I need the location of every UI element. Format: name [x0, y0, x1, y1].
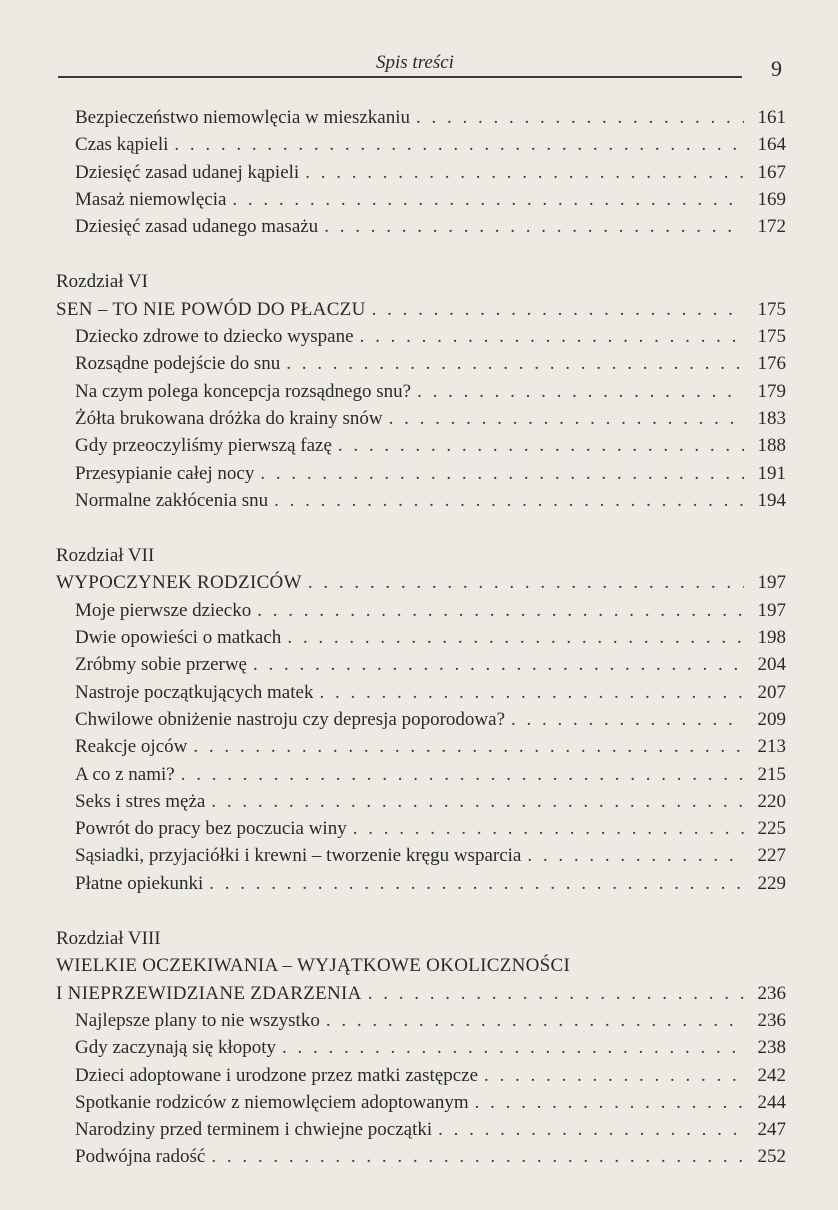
entry-title: Dziesięć zasad udanej kąpieli [75, 161, 300, 183]
dot-leader [282, 1034, 744, 1061]
entry-page-number: 229 [757, 872, 786, 894]
entry-page-number: 207 [757, 681, 786, 703]
entry-title: Nastroje początkujących matek [75, 681, 314, 703]
toc-entry [56, 1143, 786, 1170]
header-rule [58, 76, 742, 78]
dot-leader [389, 405, 744, 432]
dot-leader [287, 624, 744, 651]
toc-entry [56, 350, 786, 377]
entry-title: Zróbmy sobie przerwę [75, 654, 247, 676]
entry-page-number: 183 [757, 407, 786, 429]
dot-leader [438, 1116, 744, 1143]
entry-page-number: 194 [757, 489, 786, 511]
entry-title: Dwie opowieści o matkach [75, 627, 282, 649]
dot-leader [193, 733, 744, 760]
dot-leader [181, 761, 744, 788]
dot-leader [257, 597, 744, 624]
dot-leader [338, 432, 744, 459]
toc-entry [56, 131, 786, 158]
entry-title: Reakcje ojców [75, 736, 188, 758]
entry-title: Sąsiadki, przyjaciółki i krewni – tworzenie kręgu wsparcia [75, 845, 522, 867]
entry-page-number: 220 [757, 790, 786, 812]
entry-title: Najlepsze plany to nie wszystko [75, 1009, 320, 1031]
toc-entry [56, 870, 786, 897]
dot-leader [416, 104, 744, 131]
dot-leader [305, 159, 744, 186]
entry-page-number: 197 [757, 599, 786, 621]
entry-page-number: 227 [757, 845, 786, 867]
entry-page-number: 188 [757, 435, 786, 457]
entry-title: Dziesięć zasad udanego masażu [75, 216, 319, 238]
dot-leader [274, 487, 744, 514]
entry-page-number: 179 [757, 380, 786, 402]
toc-entry [56, 1062, 786, 1089]
entry-page-number: 164 [757, 134, 786, 156]
dot-leader [326, 1007, 744, 1034]
dot-leader [211, 1143, 744, 1170]
entry-title: Chwilowe obniżenie nastroju czy depresja poporodowa? [75, 708, 506, 730]
dot-leader [209, 870, 744, 897]
toc-entry [56, 159, 786, 186]
dot-leader [372, 296, 744, 323]
toc-entry [56, 1089, 786, 1116]
entry-title: Bezpieczeństwo niemowlęcia w mieszkaniu [75, 107, 411, 128]
entry-title: Dziecko zdrowe to dziecko wyspane [75, 326, 354, 348]
entry-title: Na czym polega koncepcja rozsądnego snu? [75, 380, 412, 402]
running-header [58, 44, 782, 84]
entry-page-number: 169 [757, 188, 786, 210]
table-of-contents [56, 104, 786, 1171]
dot-leader [253, 651, 744, 678]
toc-entry [56, 624, 786, 651]
chapter-label: Rozdział VI [56, 271, 148, 293]
dot-leader [174, 131, 744, 158]
toc-entry [56, 706, 786, 733]
toc-entry [56, 186, 786, 213]
entry-page-number: 176 [757, 353, 786, 375]
entry-page-number: 225 [757, 818, 786, 840]
entry-page-number: 244 [757, 1091, 786, 1113]
toc-entry [56, 405, 786, 432]
entry-page-number: 197 [757, 572, 786, 594]
entry-title: Narodziny przed terminem i chwiejne początki [75, 1119, 433, 1141]
dot-leader [211, 788, 744, 815]
toc-entry [56, 378, 786, 405]
toc-entry [56, 1007, 786, 1034]
toc-entry [56, 815, 786, 842]
dot-leader [527, 842, 744, 869]
toc-entry [56, 842, 786, 869]
toc-entry [56, 597, 786, 624]
entry-title: Płatne opiekunki [75, 872, 204, 894]
entry-title: Masaż niemowlęcia [75, 188, 227, 210]
entry-title: Dzieci adoptowane i urodzone przez matki zastępcze [75, 1064, 479, 1086]
chapter-label: Rozdział VII [56, 545, 155, 567]
entry-title: Normalne zakłócenia snu [75, 489, 269, 511]
toc-entry [56, 679, 786, 706]
entry-page-number: 209 [757, 708, 786, 730]
entry-page-number: 252 [757, 1146, 786, 1168]
dot-leader [308, 569, 744, 596]
entry-title: Gdy zaczynają się kłopoty [75, 1037, 277, 1059]
entry-title: WYPOCZYNEK RODZICÓW [56, 572, 302, 594]
toc-entry [56, 761, 786, 788]
dot-leader [324, 213, 744, 240]
toc-entry [56, 323, 786, 350]
dot-leader [484, 1062, 744, 1089]
dot-leader [360, 323, 744, 350]
chapter-label: Rozdział VIII [56, 928, 161, 950]
toc-entry [56, 1116, 786, 1143]
dot-leader [417, 378, 744, 405]
entry-title: Żółta brukowana dróżka do krainy snów [75, 407, 383, 429]
toc-entry [56, 213, 786, 240]
dot-leader [353, 815, 744, 842]
entry-page-number: 247 [757, 1119, 786, 1141]
entry-page-number: 167 [757, 161, 786, 183]
toc-entry [56, 651, 786, 678]
entry-title: Rozsądne podejście do snu [75, 353, 281, 375]
page-number: 9 [771, 56, 782, 81]
entry-page-number: 242 [757, 1064, 786, 1086]
entry-title: Moje pierwsze dziecko [75, 599, 252, 621]
toc-entry [56, 487, 786, 514]
toc-entry [56, 460, 786, 487]
toc-entry [56, 1034, 786, 1061]
entry-title: Gdy przeoczyliśmy pierwszą fazę [75, 435, 332, 457]
entry-page-number: 236 [757, 982, 786, 1004]
toc-entry [56, 733, 786, 760]
dot-leader [232, 186, 744, 213]
running-header-title: Spis treści [376, 52, 454, 73]
entry-page-number: 238 [757, 1037, 786, 1059]
entry-title: A co z nami? [75, 763, 175, 785]
chapter-title-row [56, 980, 786, 1007]
entry-title: Powrót do pracy bez poczucia winy [75, 818, 347, 840]
entry-page-number: 175 [757, 326, 786, 348]
entry-page-number: 198 [757, 627, 786, 649]
dot-leader [286, 350, 744, 377]
dot-leader [475, 1089, 744, 1116]
entry-page-number: 191 [757, 462, 786, 484]
entry-page-number: 172 [757, 216, 786, 238]
entry-page-number: 175 [757, 298, 786, 320]
entry-title: Przesypianie całej nocy [75, 462, 255, 484]
entry-title: SEN – TO NIE POWÓD DO PŁACZU [56, 298, 366, 320]
toc-entry [56, 104, 786, 131]
dot-leader [260, 460, 744, 487]
entry-title: Spotkanie rodziców z niemowlęciem adoptowanym [75, 1091, 469, 1113]
dot-leader [319, 679, 744, 706]
entry-page-number: 213 [757, 736, 786, 758]
entry-title: Czas kąpieli [75, 134, 169, 156]
entry-page-number: 161 [757, 107, 786, 128]
chapter-title-row [56, 296, 786, 323]
entry-title: Podwójna radość [75, 1146, 206, 1168]
entry-title: I NIEPRZEWIDZIANE ZDARZENIA [56, 982, 362, 1004]
entry-page-number: 215 [757, 763, 786, 785]
entry-page-number: 236 [757, 1009, 786, 1031]
dot-leader [368, 980, 744, 1007]
entry-title: Seks i stres męża [75, 790, 206, 812]
entry-page-number: 204 [757, 654, 786, 676]
chapter-title-line: WIELKIE OCZEKIWANIA – WYJĄTKOWE OKOLICZNOŚCI [56, 955, 571, 977]
dot-leader [511, 706, 744, 733]
chapter-title-row [56, 569, 786, 596]
toc-entry [56, 788, 786, 815]
toc-entry [56, 432, 786, 459]
